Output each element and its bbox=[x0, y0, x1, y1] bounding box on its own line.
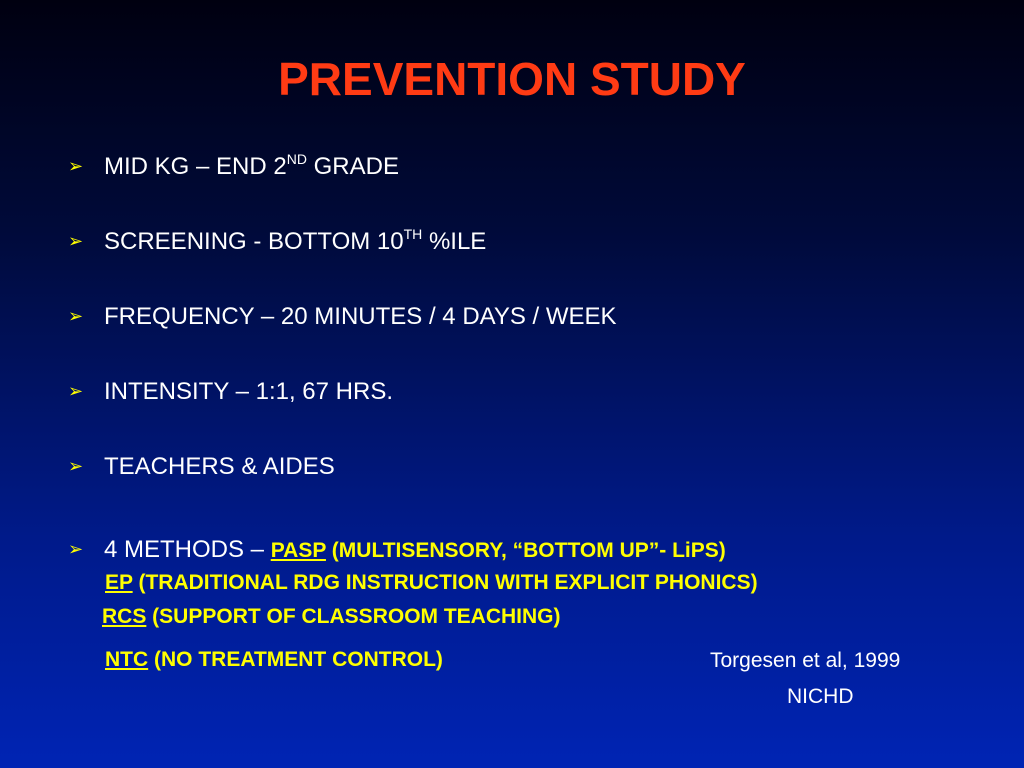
method-desc: (TRADITIONAL RDG INSTRUCTION WITH EXPLICIT PHONICS) bbox=[132, 571, 758, 594]
method-abbr: PASP bbox=[270, 539, 326, 562]
bullet-text: SCREENING - BOTTOM 10 bbox=[104, 228, 404, 255]
bullet-item bbox=[68, 377, 393, 406]
citation-source: NICHD bbox=[787, 685, 854, 708]
bullet-item bbox=[68, 452, 335, 481]
method-rcs bbox=[102, 603, 561, 631]
method-abbr: NTC bbox=[105, 648, 149, 671]
bullet-item bbox=[68, 302, 617, 331]
bullet-item bbox=[68, 152, 399, 181]
arrow-bullet-icon: ➢ bbox=[68, 539, 84, 559]
arrow-bullet-icon: ➢ bbox=[68, 231, 84, 251]
bullet-text: 4 METHODS – bbox=[104, 536, 271, 563]
bullet-text: INTENSITY – 1:1, 67 HRS. bbox=[104, 378, 393, 405]
method-ntc bbox=[105, 646, 443, 674]
arrow-bullet-icon: ➢ bbox=[68, 456, 84, 476]
method-abbr: EP bbox=[105, 571, 133, 594]
bullet-text: MID KG – END 2 bbox=[104, 153, 287, 180]
bullet-text-after: GRADE bbox=[306, 153, 399, 180]
bullet-text: TEACHERS & AIDES bbox=[104, 453, 335, 480]
method-pasp bbox=[271, 539, 726, 562]
arrow-bullet-icon: ➢ bbox=[68, 306, 84, 326]
arrow-bullet-icon: ➢ bbox=[68, 381, 84, 401]
bullet-item bbox=[68, 227, 486, 256]
bullet-item-methods bbox=[68, 535, 726, 565]
arrow-bullet-icon: ➢ bbox=[68, 156, 84, 176]
bullet-text: FREQUENCY – 20 MINUTES / 4 DAYS / WEEK bbox=[104, 303, 617, 330]
method-desc: (NO TREATMENT CONTROL) bbox=[148, 648, 443, 671]
bullet-superscript: ND bbox=[286, 151, 307, 167]
method-abbr: RCS bbox=[102, 605, 147, 628]
slide-title: PREVENTION STUDY bbox=[278, 53, 746, 105]
bullet-text-after: %ILE bbox=[422, 228, 487, 255]
method-desc: (SUPPORT OF CLASSROOM TEACHING) bbox=[146, 605, 561, 628]
bullet-superscript: TH bbox=[403, 226, 423, 242]
method-ep bbox=[105, 569, 758, 597]
method-desc: (MULTISENSORY, “BOTTOM UP”- LiPS) bbox=[325, 539, 726, 562]
citation-author: Torgesen et al, 1999 bbox=[710, 649, 901, 672]
